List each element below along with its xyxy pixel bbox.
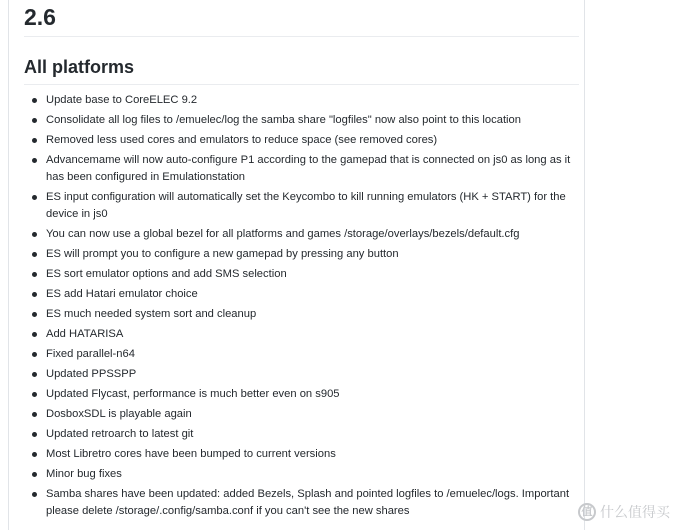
changelog-item: ES will prompt you to configure a new gamepad by pressing any button — [24, 246, 576, 263]
changelog-item: ES sort emulator options and add SMS selection — [24, 266, 576, 283]
changelog-item: Most Libretro cores have been bumped to current versions — [24, 446, 576, 463]
changelog-item: Minor bug fixes — [24, 466, 576, 483]
changelog-item: Samba shares have been updated: added Bezels, Splash and pointed logfiles to /emuelec/logs. Important please delete /storage/.config/samba.conf if you can't see the new shares — [24, 486, 576, 520]
watermark-logo-icon: 值 — [578, 503, 596, 521]
changelog-list — [24, 92, 576, 523]
changelog-item: Removed less used cores and emulators to reduce space (see removed cores) — [24, 132, 576, 149]
changelog-item: Add HATARISA — [24, 326, 576, 343]
changelog-item: Consolidate all log files to /emuelec/log the samba share "logfiles" now also point to this location — [24, 112, 576, 129]
release-version-heading: 2.6 — [24, 4, 56, 30]
section-divider — [24, 84, 579, 85]
changelog-item: ES add Hatari emulator choice — [24, 286, 576, 303]
changelog-item: ES input configuration will automatically set the Keycombo to kill running emulators (HK + START) for the device in js0 — [24, 189, 576, 223]
changelog-item: You can now use a global bezel for all platforms and games /storage/overlays/bezels/default.cfg — [24, 226, 576, 243]
changelog-item: Updated Flycast, performance is much better even on s905 — [24, 386, 576, 403]
site-watermark — [578, 502, 670, 522]
changelog-item: Fixed parallel-n64 — [24, 346, 576, 363]
changelog-item: Updated PPSSPP — [24, 366, 576, 383]
heading-divider — [24, 36, 579, 37]
watermark-text: 什么值得买 — [600, 504, 670, 520]
section-heading: All platforms — [24, 57, 135, 77]
changelog-item: DosboxSDL is playable again — [24, 406, 576, 423]
changelog-item: ES much needed system sort and cleanup — [24, 306, 576, 323]
changelog-item: Advancemame will now auto-configure P1 according to the gamepad that is connected on js0 as long as it has been configured in Emulationstation — [24, 152, 576, 186]
changelog-item: Update base to CoreELEC 9.2 — [24, 92, 576, 109]
changelog-item: Updated retroarch to latest git — [24, 426, 576, 443]
